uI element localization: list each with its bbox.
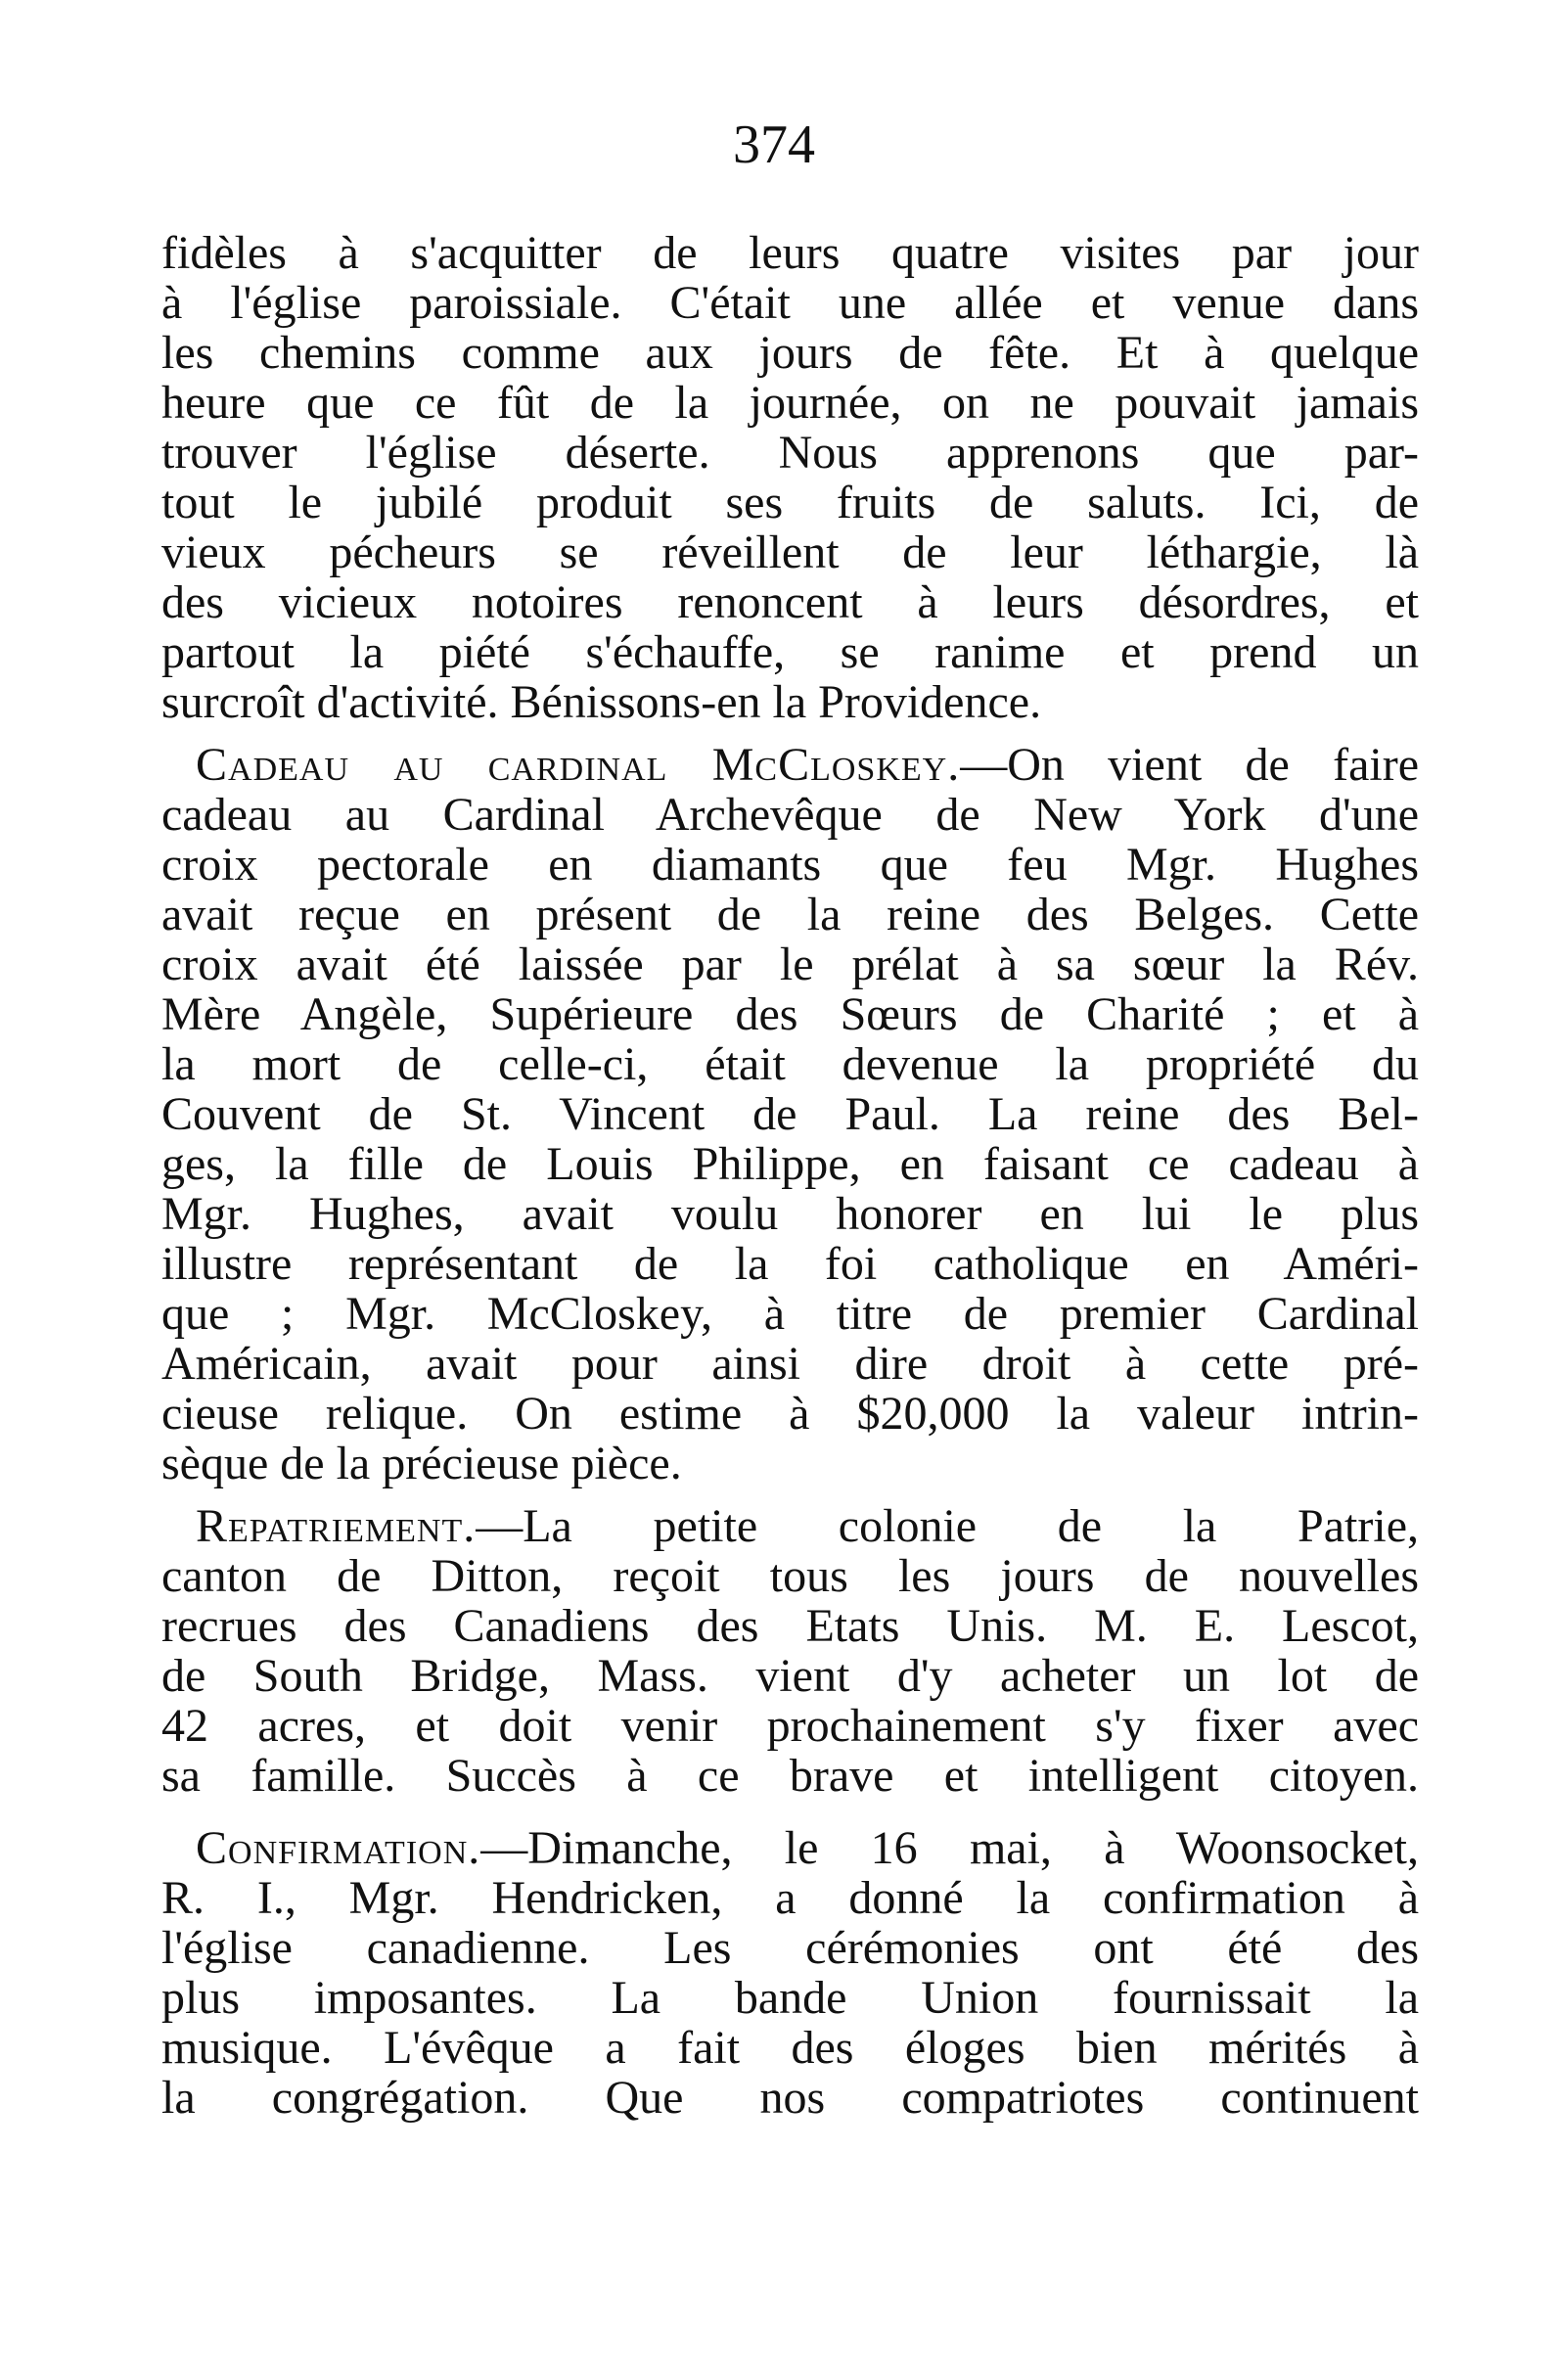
text-line: l'église canadienne. Les cérémonies ont été des bbox=[161, 1922, 1419, 1974]
section-heading: Cadeau au cardinal McCloskey. bbox=[196, 739, 961, 791]
text-line: Couvent de St. Vincent de Paul. La reine des Bel- bbox=[161, 1088, 1419, 1140]
text-line: plus imposantes. La bande Union fournissait la bbox=[161, 1972, 1419, 2024]
text-line: cieuse relique. On estime à $20,000 la valeur intrin- bbox=[161, 1388, 1419, 1440]
text-line: canton de Ditton, reçoit tous les jours de nouvelles bbox=[161, 1550, 1419, 1602]
text-line: Américain, avait pour ainsi dire droit à cette pré- bbox=[161, 1338, 1419, 1390]
text-run: —On vient de faire bbox=[960, 739, 1420, 791]
text-line: recrues des Canadiens des Etats Unis. M. E. Lescot, bbox=[161, 1600, 1419, 1652]
text-line: tout le jubilé produit ses fruits de saluts. Ici, de bbox=[161, 477, 1419, 528]
text-line: les chemins comme aux jours de fête. Et à quelque bbox=[161, 327, 1419, 379]
text-line: des vicieux notoires renoncent à leurs désordres, et bbox=[161, 576, 1419, 628]
text-line: la mort de celle-ci, était devenue la propriété du bbox=[161, 1038, 1419, 1090]
section-heading: Confirmation. bbox=[196, 1822, 481, 1874]
section-heading: Repatriement. bbox=[196, 1500, 477, 1552]
page-number: 374 bbox=[733, 114, 815, 175]
text-line: la congrégation. Que nos compatriotes continuent bbox=[161, 2072, 1419, 2124]
text-line: croix pectorale en diamants que feu Mgr. Hughes bbox=[161, 839, 1419, 891]
text-run: —La petite colonie de la Patrie, bbox=[476, 1500, 1419, 1552]
text-line: illustre représentant de la foi catholique en Améri- bbox=[161, 1238, 1419, 1290]
text-line: trouver l'église déserte. Nous apprenons que par- bbox=[161, 427, 1419, 479]
text-line: croix avait été laissée par le prélat à sa sœur la Rév. bbox=[161, 938, 1419, 990]
text-line: vieux pécheurs se réveillent de leur léthargie, là bbox=[161, 526, 1419, 578]
text-line: sa famille. Succès à ce brave et intelligent citoyen. bbox=[161, 1750, 1419, 1802]
text-line: R. I., Mgr. Hendricken, a donné la confirmation à bbox=[161, 1872, 1419, 1924]
text-line: musique. L'évêque a fait des éloges bien mérités à bbox=[161, 2022, 1419, 2074]
text-line: heure que ce fût de la journée, on ne pouvait jamais bbox=[161, 377, 1419, 429]
text-line: fidèles à s'acquitter de leurs quatre visites par jour bbox=[161, 227, 1419, 279]
text-line: sèque de la précieuse pièce. bbox=[161, 1438, 682, 1489]
text-line: ges, la fille de Louis Philippe, en faisant ce cadeau à bbox=[161, 1138, 1419, 1190]
text-line: que ; Mgr. McCloskey, à titre de premier Cardinal bbox=[161, 1288, 1419, 1340]
text-line: de South Bridge, Mass. vient d'y acheter un lot de bbox=[161, 1650, 1419, 1702]
text-run: —Dimanche, le 16 mai, à Woonsocket, bbox=[480, 1822, 1419, 1874]
text-line: surcroît d'activité. Bénissons-en la Providence. bbox=[161, 676, 1042, 728]
text-line: avait reçue en présent de la reine des Belges. Cette bbox=[161, 889, 1419, 940]
text-line: cadeau au Cardinal Archevêque de New York d'une bbox=[161, 789, 1419, 841]
text-line: à l'église paroissiale. C'était une allée et venue dans bbox=[161, 277, 1419, 329]
text-line: 42 acres, et doit venir prochainement s'y fixer avec bbox=[161, 1700, 1419, 1752]
text-line: Mgr. Hughes, avait voulu honorer en lui le plus bbox=[161, 1188, 1419, 1240]
text-line: partout la piété s'échauffe, se ranime et prend un bbox=[161, 626, 1419, 678]
text-line: Mère Angèle, Supérieure des Sœurs de Charité ; et à bbox=[161, 988, 1419, 1040]
